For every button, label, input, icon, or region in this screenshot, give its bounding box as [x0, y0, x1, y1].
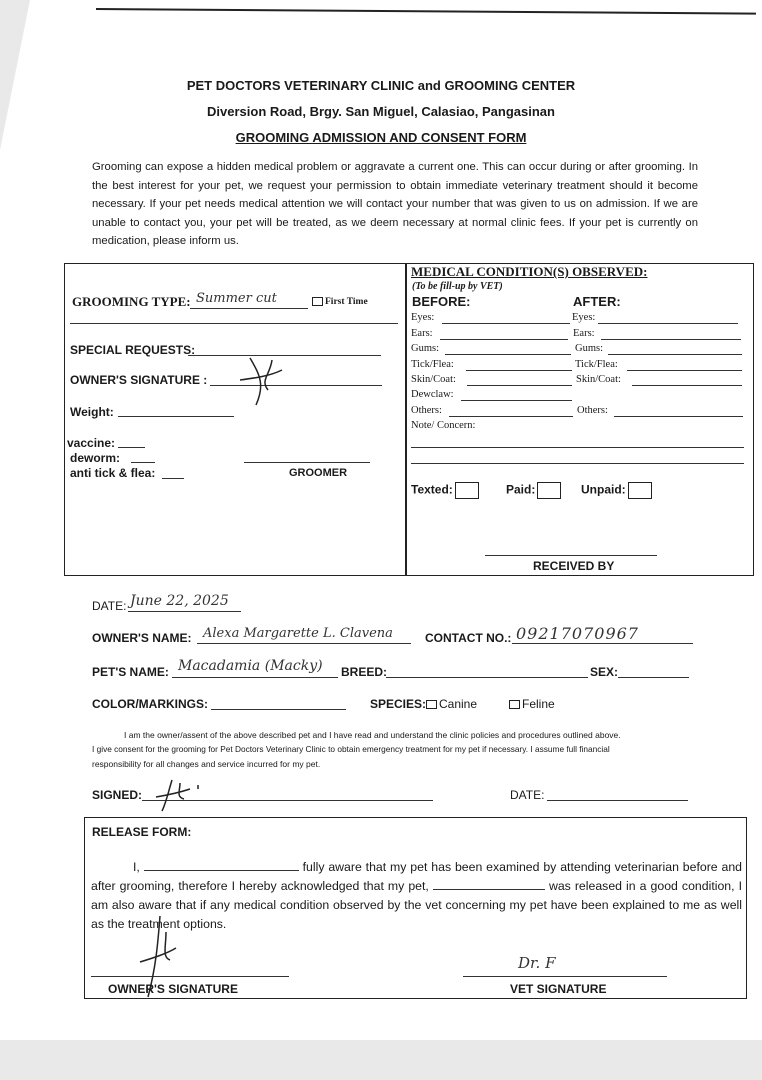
- grooming-type-label: GROOMING TYPE:: [72, 294, 191, 309]
- groomer-label: GROOMER: [289, 467, 348, 479]
- species-feline-option[interactable]: [509, 697, 555, 711]
- release-name-blank[interactable]: [144, 869, 299, 871]
- before-others-line[interactable]: [449, 416, 573, 417]
- before-others-label: Others:: [411, 405, 442, 416]
- clinic-name: PET DOCTORS VETERINARY CLINIC and GROOMING CENTER: [186, 78, 576, 93]
- owner-signature-release-label: OWNER'S SIGNATURE: [108, 982, 238, 996]
- note-line-2[interactable]: [411, 463, 744, 464]
- paid-label: Paid:: [506, 482, 536, 497]
- unpaid-label: Unpaid:: [581, 482, 626, 497]
- intro-paragraph: Grooming can expose a hidden medical problem or aggravate a current one. This can occur during or after grooming. In the best interest for your pet, we request your permission to obtain immediate veterinary treatment should it become necessary. If your pet needs medical attention we will contact your number that was given to us on admission. If we are unable to contact you, your pet will be treated, as we deem necessary at normal clinic fees. If your pet is currently on medication, please inform us.: [92, 161, 698, 248]
- owner-signature-scribble: [230, 350, 290, 410]
- signed-signature-scribble: [150, 775, 210, 815]
- after-others-label: Others:: [577, 405, 608, 416]
- before-dewclaw-label: Dewclaw:: [411, 389, 454, 400]
- groomer-line[interactable]: [244, 462, 370, 463]
- consent-line-3: responsibility for all changes and service incurred for my pet.: [92, 759, 321, 769]
- grooming-type-line[interactable]: [190, 308, 308, 309]
- vaccine-line[interactable]: [118, 447, 145, 448]
- after-ears-line[interactable]: [601, 339, 741, 340]
- pet-name-label: PET'S NAME:: [92, 665, 169, 679]
- pet-name-line[interactable]: [172, 677, 338, 678]
- note-line-1[interactable]: [411, 447, 744, 448]
- deworm-label: deworm:: [70, 451, 121, 465]
- signed-date-label: DATE:: [510, 788, 545, 802]
- special-requests-label: SPECIAL REQUESTS:: [70, 343, 196, 357]
- release-text-2: fully aware that my pet has been examined by attending veterinarian before and after grooming, therefore I hereby acknowledged that my pet,: [91, 860, 743, 893]
- contact-label: CONTACT NO.:: [425, 631, 512, 645]
- before-ears-label: Ears:: [411, 328, 433, 339]
- vaccine-label: vaccine:: [67, 436, 116, 450]
- clinic-address: Diversion Road, Brgy. San Miguel, Calasiao, Pangasinan: [207, 104, 555, 119]
- deworm-line[interactable]: [131, 462, 155, 463]
- anti-tick-line[interactable]: [162, 478, 184, 479]
- after-eyes-line[interactable]: [598, 323, 738, 324]
- before-gums-line[interactable]: [445, 354, 571, 355]
- vet-signature-label: VET SIGNATURE: [510, 982, 607, 996]
- date-value: June 22, 2025: [130, 593, 229, 609]
- owner-signature-release-line[interactable]: [91, 976, 289, 977]
- breed-line[interactable]: [386, 677, 588, 678]
- before-eyes-line[interactable]: [442, 323, 570, 324]
- before-skincoat-label: Skin/Coat:: [411, 374, 456, 385]
- release-text-1: I,: [133, 860, 140, 874]
- breed-label: BREED:: [341, 665, 388, 679]
- after-tickflea-line[interactable]: [627, 370, 742, 371]
- after-ears-label: Ears:: [573, 328, 595, 339]
- after-gums-line[interactable]: [608, 354, 742, 355]
- before-tickflea-line[interactable]: [466, 370, 572, 371]
- release-pet-blank[interactable]: [433, 888, 545, 890]
- paid-box[interactable]: [537, 482, 561, 499]
- date-label: DATE:: [92, 599, 127, 613]
- feline-checkbox[interactable]: [509, 700, 520, 709]
- weight-line[interactable]: [118, 416, 234, 417]
- column-divider: [405, 263, 407, 576]
- date-line[interactable]: [128, 611, 241, 612]
- sex-label: SEX:: [590, 665, 619, 679]
- texted-label: Texted:: [411, 482, 453, 497]
- release-text-3: was released in a good condition, I am also aware that if any medical condition observed by the vet concerning my pet have been explained to me as well as the treatment options.: [91, 879, 743, 931]
- before-skincoat-line[interactable]: [467, 385, 572, 386]
- before-eyes-label: Eyes:: [411, 312, 435, 323]
- pet-name-value: Macadamia (Macky): [178, 658, 323, 674]
- release-title: RELEASE FORM:: [92, 825, 192, 839]
- after-eyes-label: Eyes:: [572, 312, 596, 323]
- before-ears-line[interactable]: [440, 339, 568, 340]
- texted-box[interactable]: [455, 482, 479, 499]
- after-gums-label: Gums:: [575, 343, 604, 354]
- after-skincoat-label: Skin/Coat:: [576, 374, 621, 385]
- unpaid-box[interactable]: [628, 482, 652, 499]
- canine-label: Canine: [439, 697, 478, 711]
- weight-label: Weight:: [70, 405, 114, 419]
- before-tickflea-label: Tick/Flea:: [411, 359, 454, 370]
- first-time-checkbox[interactable]: [312, 296, 368, 307]
- after-skincoat-line[interactable]: [632, 385, 742, 386]
- before-label: BEFORE:: [412, 294, 471, 309]
- note-concern-label: Note/ Concern:: [411, 420, 476, 431]
- owner-name-label: OWNER'S NAME:: [92, 631, 192, 645]
- species-canine-option[interactable]: [426, 697, 477, 711]
- grooming-extra-line[interactable]: [70, 323, 398, 324]
- before-dewclaw-line[interactable]: [461, 400, 572, 401]
- color-markings-label: COLOR/MARKINGS:: [92, 697, 208, 711]
- vet-initials: Dr. F: [518, 954, 556, 972]
- sex-line[interactable]: [618, 677, 689, 678]
- release-paragraph: [91, 858, 742, 934]
- vet-signature-line[interactable]: [463, 976, 667, 977]
- color-markings-line[interactable]: [211, 709, 346, 710]
- feline-label: Feline: [522, 697, 555, 711]
- received-by-label: RECEIVED BY: [533, 559, 615, 573]
- contact-line[interactable]: [512, 643, 693, 644]
- canine-checkbox[interactable]: [426, 700, 437, 709]
- medical-title: MEDICAL CONDITION(S) OBSERVED:: [411, 264, 648, 279]
- scan-folded-corner: [0, 0, 30, 150]
- after-others-line[interactable]: [614, 416, 743, 417]
- signed-date-line[interactable]: [547, 800, 688, 801]
- paid-field[interactable]: [506, 482, 561, 499]
- owner-name-line[interactable]: [197, 643, 411, 644]
- after-label: AFTER:: [573, 294, 621, 309]
- texted-field[interactable]: [411, 482, 479, 499]
- species-label: SPECIES:: [370, 697, 427, 711]
- signed-label: SIGNED:: [92, 788, 143, 802]
- first-time-label: First Time: [325, 297, 368, 307]
- after-tickflea-label: Tick/Flea:: [575, 359, 618, 370]
- consent-line-2: I give consent for the grooming for Pet Doctors Veterinary Clinic to obtain emergency treatment for my pet if necessary. I assume full financial: [92, 744, 610, 754]
- anti-tick-label: anti tick & flea:: [70, 466, 156, 480]
- consent-line-1: I am the owner/assent of the above described pet and I have read and understand the clinic policies and procedures outlined above.: [124, 730, 621, 740]
- unpaid-field[interactable]: [581, 482, 652, 499]
- received-by-line[interactable]: [485, 555, 657, 556]
- before-gums-label: Gums:: [411, 343, 440, 354]
- form-title: GROOMING ADMISSION AND CONSENT FORM: [235, 130, 527, 145]
- first-time-box[interactable]: [312, 297, 323, 306]
- owner-signature-label: OWNER'S SIGNATURE :: [70, 373, 208, 387]
- contact-value: 09217070967: [516, 624, 639, 643]
- top-border-line: [96, 8, 756, 15]
- owner-name-value: Alexa Margarette L. Clavena: [203, 626, 393, 641]
- medical-subtitle: (To be fill-up by VET): [412, 281, 503, 292]
- grooming-type-value: Summer cut: [196, 291, 277, 306]
